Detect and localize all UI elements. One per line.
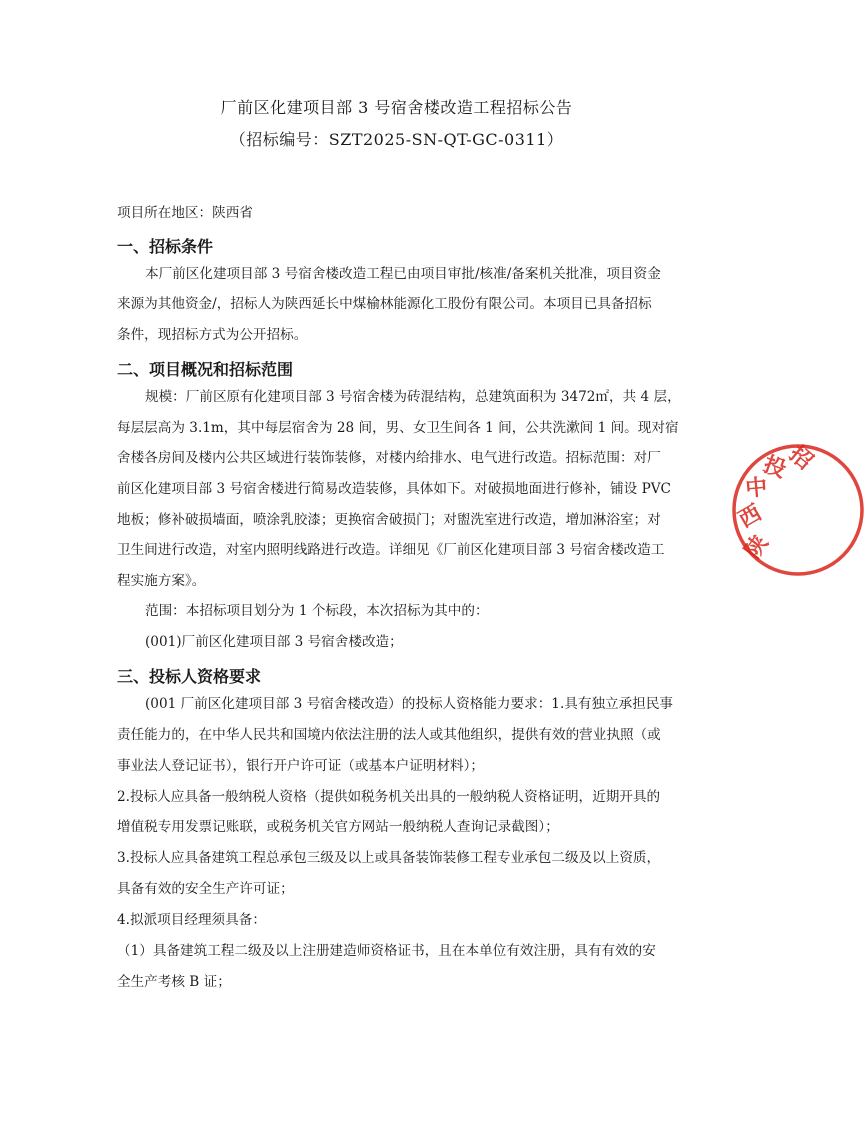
paragraph-line: 责任能力的，在中华人民共和国境内依法注册的法人或其他组织，提供有效的营业执照（或: [117, 727, 661, 743]
paragraph-line: 每层层高为 3.1m，其中每层宿舍为 28 间，男、女卫生间各 1 间，公共洗漱间 1 间。现对宿: [117, 420, 679, 436]
paragraph-line: 舍楼各房间及楼内公共区域进行装饰装修，对楼内给排水、电气进行改造。招标范围：对厂: [117, 450, 661, 466]
paragraph-line: 4.拟派项目经理须具备：: [117, 912, 266, 928]
svg-text:陕: 陕: [739, 530, 774, 564]
paragraph-line: 卫生间进行改造，对室内照明线路进行改造。详细见《厂前区化建项目部 3 号宿舍楼改造工: [117, 542, 665, 558]
paragraph-line: 2.投标人应具备一般纳税人资格（提供如税务机关出具的一般纳税人资格证明，近期开具的: [117, 789, 661, 805]
tender-code: （招标编号：SZT2025-SN-QT-GC-0311）: [229, 130, 564, 149]
paragraph-line: 具备有效的安全生产许可证；: [117, 881, 294, 897]
section-heading: 三、投标人资格要求: [117, 667, 262, 686]
paragraph-line: (001)厂前区化建项目部 3 号宿舍楼改造；: [145, 634, 403, 650]
paragraph-line: (001 厂前区化建项目部 3 号宿舍楼改造）的投标人资格能力要求：1.具有独立承担民事: [145, 696, 674, 712]
svg-text:西: 西: [734, 499, 767, 534]
svg-text:中: 中: [744, 474, 769, 502]
section-heading: 二、项目概况和招标范围: [117, 360, 294, 379]
paragraph-line: 3.投标人应具备建筑工程总承包三级及以上或具备装饰装修工程专业承包二级及以上资质，: [117, 850, 661, 866]
paragraph-line: 规模：厂前区原有化建项目部 3 号宿舍楼为砖混结构，总建筑面积为 3472㎡，共 4 层，: [145, 389, 681, 405]
paragraph-line: 全生产考核 B 证；: [117, 974, 231, 990]
paragraph-line: 来源为其他资金/，招标人为陕西延长中煤榆林能源化工股份有限公司。本项目已具备招标: [117, 296, 652, 312]
paragraph-line: 增值税专用发票记账联，或税务机关官方网站一般纳税人查询记录截图）；: [117, 819, 559, 835]
svg-text:投: 投: [759, 451, 790, 484]
svg-text:招: 招: [784, 440, 818, 475]
paragraph-line: 事业法人登记证书），银行开户许可证（或基本户证明材料）；: [117, 758, 485, 774]
document-title: 厂前区化建项目部 3 号宿舍楼改造工程招标公告: [220, 98, 573, 117]
paragraph-line: （1）具备建筑工程二级及以上注册建造师资格证书，且在本单位有效注册，具有有效的安: [117, 943, 656, 959]
paragraph-line: 地板；修补破损墙面，喷涂乳胶漆；更换宿舍破损门；对盥洗室进行改造，增加淋浴室；对: [117, 512, 661, 528]
section-heading: 一、招标条件: [117, 237, 214, 256]
paragraph-line: 程实施方案》。: [117, 573, 206, 589]
paragraph-line: 条件，现招标方式为公开招标。: [117, 327, 308, 343]
paragraph-line: 本厂前区化建项目部 3 号宿舍楼改造工程已由项目审批/核准/备案机关批准，项目资金: [145, 266, 661, 282]
project-region: 项目所在地区：陕西省: [117, 205, 253, 221]
official-seal-icon: [728, 440, 868, 580]
paragraph-line: 前区化建项目部 3 号宿舍楼进行简易改造装修，具体如下。对破损地面进行修补，铺设 PVC: [117, 481, 671, 497]
paragraph-line: 范围：本招标项目划分为 1 个标段，本次招标为其中的：: [145, 603, 489, 619]
